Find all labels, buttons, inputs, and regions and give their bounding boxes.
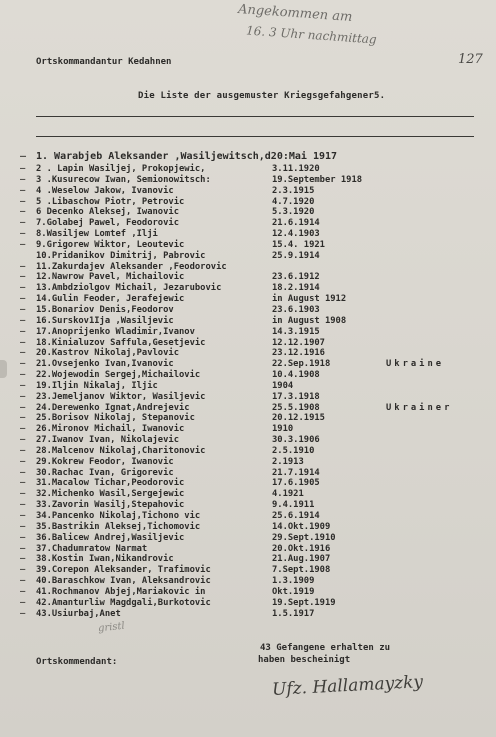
list-item	[20, 359, 486, 370]
entry-name: 30.Rachac Ivan, Grigorevic	[36, 467, 174, 478]
entry-mark: –	[20, 424, 26, 435]
entry-date: 30.3.1906	[272, 435, 320, 446]
entry-date: 1904	[272, 380, 294, 391]
entry-date: 22.Sep.1918	[272, 359, 331, 370]
entry-name: 12.Nawrow Pavel, Michailovic	[36, 272, 185, 283]
list-item	[20, 326, 486, 338]
list-item	[20, 315, 486, 327]
list-item	[20, 174, 486, 186]
list-item	[20, 272, 486, 283]
entry-name: 37.Chadumratow Narmat	[36, 543, 148, 554]
receipt-line-2: haben bescheinigt	[258, 655, 351, 665]
entry-name: 27.Iwanov Ivan, Nikolajevic	[36, 435, 179, 446]
entry-date: 14.Okt.1909	[272, 521, 331, 532]
entry-mark: –	[20, 467, 26, 478]
entry-name: 22.Wojewodin Sergej,Michailovic	[36, 370, 201, 381]
document-title: Die Liste der ausgemuster Kriegsgefahgener5.	[138, 91, 386, 101]
entry-date: 4.7.1920	[272, 196, 315, 207]
list-item	[20, 413, 486, 424]
entry-date: 2.3.1915	[272, 185, 315, 196]
list-item	[20, 511, 486, 522]
entry-date: 23.6.1903	[272, 304, 320, 315]
entry-mark: –	[20, 196, 26, 207]
entry-date: 10.4.1908	[272, 370, 320, 381]
list-item	[20, 489, 486, 500]
signature: Ufz. Hallamayzky	[271, 672, 424, 700]
list-item	[20, 402, 486, 414]
entry-mark: –	[20, 229, 26, 240]
entry-name: 8.Wasiljew Lomtef ,Ilji	[36, 229, 158, 240]
entry-mark: –	[20, 521, 26, 532]
entry-date: 2.5.1910	[272, 445, 315, 456]
entry-date: 12.4.1903	[272, 229, 320, 240]
list-item	[20, 239, 486, 251]
entry-mark: –	[20, 489, 26, 500]
entry-mark: –	[20, 283, 26, 294]
entry-date: Okt.1919	[272, 586, 315, 597]
entry-name: 39.Corepon Aleksander, Trafimovic	[36, 565, 211, 576]
entry-date: 23.6.1912	[272, 272, 320, 283]
entry-name: 2 . Lapin Wasiljej, Prokopjewic,	[36, 164, 206, 174]
entry-date: 9.4.1911	[272, 500, 315, 511]
entry-date: in August 1908	[272, 315, 347, 326]
receipt-line-1: 43 Gefangene erhalten zu	[260, 643, 391, 653]
entry-mark: —	[20, 164, 26, 174]
entry-mark: –	[20, 239, 26, 250]
entry-name: 33.Zavorin Wasilj,Stepahovic	[36, 500, 185, 511]
entry-mark: –	[20, 402, 26, 413]
entry-date: in August 1912	[272, 294, 347, 305]
entry-name: 1. Warabjeb Aleksander ,Wasiljewitsch,d20:Mai 1917	[36, 151, 338, 162]
divider-line	[36, 136, 474, 137]
entry-date: 19.Sept.1919	[272, 597, 336, 608]
entry-name: 18.Kinialuzov Saffula,Gesetjevic	[36, 337, 206, 348]
entry-mark: –	[20, 456, 26, 467]
entry-mark: —	[20, 151, 27, 162]
entry-date: 12.12.1907	[272, 337, 325, 348]
entry-note: Ukraine	[386, 359, 445, 370]
entry-name: 19.Iljin Nikalaj, Iljic	[36, 380, 158, 391]
entry-mark: –	[20, 261, 26, 272]
list-item	[20, 370, 486, 381]
entry-date: 7.Sept.1908	[272, 565, 331, 576]
list-item	[20, 576, 486, 587]
entry-date: 18.2.1914	[272, 283, 320, 294]
entry-note: Ukrainer	[386, 402, 453, 413]
list-item	[20, 565, 486, 576]
list-item	[20, 150, 486, 163]
entry-name: 23.Jemeljanov Wiktor, Wasiljevic	[36, 391, 206, 402]
entry-name: 16.Surskov1Ija ,Wasiljevic	[36, 315, 174, 326]
list-item	[20, 467, 486, 479]
entry-mark: –	[20, 218, 26, 229]
list-item	[20, 586, 486, 598]
entry-name: 4 .Weselow Jakow, Ivanovic	[36, 185, 174, 196]
list-item	[20, 218, 486, 229]
list-item	[20, 597, 486, 609]
list-item	[20, 207, 486, 218]
list-item	[20, 391, 486, 403]
prisoner-list	[20, 150, 486, 619]
list-item	[20, 445, 486, 457]
entry-mark: –	[20, 435, 26, 446]
entry-mark: –	[20, 543, 26, 554]
entry-name: 15.Bonariov Denis,Feodorov	[36, 304, 174, 315]
entry-date: 25.9.1914	[272, 250, 320, 261]
entry-date: 3.11.1920	[272, 164, 320, 174]
entry-name: 5 .Libaschow Piotr, Petrovic	[36, 196, 185, 207]
entry-name: 17.Anoprijenko Wladimir,Ivanov	[36, 326, 195, 337]
entry-mark: –	[20, 445, 26, 456]
entry-mark: –	[20, 315, 26, 326]
entry-mark: –	[20, 370, 26, 381]
entry-date: 17.3.1918	[272, 391, 320, 402]
entry-mark: –	[20, 326, 26, 337]
entry-mark: —	[20, 174, 26, 185]
entry-name: 13.Ambdziolgov Michail, Jezarubovic	[36, 283, 222, 294]
list-item	[20, 164, 486, 175]
entry-name: 32.Michenko Wasil,Sergejewic	[36, 489, 185, 500]
entry-date: 21.7.1914	[272, 467, 320, 478]
entry-mark: –	[20, 348, 26, 359]
margin-scribble: gristl	[97, 620, 126, 635]
entry-name: 25.Borisov Nikolaj, Stepanovic	[36, 413, 195, 424]
entry-name: 21.Ovsejenko Ivan,Ivanovic	[36, 359, 174, 370]
list-item	[20, 521, 486, 533]
list-item	[20, 554, 486, 565]
entry-name: 20.Kastrov Nikolaj,Pavlovic	[36, 348, 179, 359]
commander-label: Ortskommendant:	[36, 657, 118, 667]
page-number: 127	[458, 52, 483, 67]
entry-mark: –	[20, 380, 26, 391]
entry-name: 26.Mironov Michail, Iwanovic	[36, 424, 185, 435]
entry-name: 41.Rochmanov Abjej,Mariakovic in	[36, 586, 206, 597]
list-item	[20, 478, 486, 489]
list-item	[20, 380, 486, 392]
entry-name: 24.Derewenko Ignat,Andrejevic	[36, 402, 190, 413]
entry-date: 19.September 1918	[272, 174, 363, 185]
entry-mark: –	[20, 576, 26, 587]
entry-mark: –	[20, 511, 26, 521]
entry-mark: –	[20, 597, 26, 608]
entry-mark: –	[20, 359, 26, 370]
punch-hole	[0, 360, 7, 378]
handwritten-arrival-time: 16. 3 Uhr nachmittag	[245, 23, 378, 47]
entry-name: 14.Gulin Feoder, Jerafejewic	[36, 294, 185, 305]
list-item	[20, 185, 486, 197]
entry-mark: –	[20, 554, 26, 565]
entry-date: 21.Aug.1907	[272, 554, 331, 565]
list-item	[20, 337, 486, 349]
entry-date: 4.1921	[272, 489, 304, 500]
entry-mark: –	[20, 586, 26, 597]
entry-name: 40.Baraschkow Ivan, Aleksandrovic	[36, 576, 211, 587]
entry-date: 25.6.1914	[272, 511, 320, 521]
list-item	[20, 283, 486, 294]
entry-name: 9.Grigorew Wiktor, Leoutevic	[36, 239, 185, 250]
entry-mark: –	[20, 185, 26, 196]
entry-date: 20.12.1915	[272, 413, 325, 424]
entry-name: 31.Macalow Tichar,Peodorovic	[36, 478, 185, 489]
entry-mark: –	[20, 608, 26, 619]
list-item	[20, 500, 486, 511]
entry-name: 11.Zakurdajev Aleksander ,Feodorovic	[36, 261, 227, 272]
list-item	[20, 229, 486, 240]
list-item	[20, 532, 486, 544]
entry-name: 3 .Kusurecow Iwan, Semionowitsch:	[36, 174, 211, 185]
entry-date: 21.6.1914	[272, 218, 320, 229]
entry-mark: –	[20, 304, 26, 315]
entry-name: 43.Usiurbaj,Anet	[36, 608, 121, 619]
list-item	[20, 348, 486, 359]
entry-name: 10.Pridanikov Dimitrij, Pabrovic	[36, 250, 206, 261]
entry-date: 5.3.1920	[272, 207, 315, 218]
list-item	[20, 424, 486, 435]
handwritten-arrival-note: Angekommen am	[237, 2, 353, 25]
entry-name: 35.Bastrikin Aleksej,Tichomovic	[36, 521, 201, 532]
list-item	[20, 294, 486, 305]
entry-name: 42.Amanturliw Magdgali,Burkotovic	[36, 597, 211, 608]
entry-date: 1910	[272, 424, 294, 435]
entry-mark: –	[20, 391, 26, 402]
entry-name: 29.Kokrew Feodor, Iwanovic	[36, 456, 174, 467]
list-item	[20, 543, 486, 555]
entry-name: 6 Decenko Aleksej, Iwanovic	[36, 207, 179, 218]
entry-mark: –	[20, 413, 26, 424]
entry-date: 15.4. 1921	[272, 239, 325, 250]
list-item	[20, 304, 486, 316]
entry-mark: –	[20, 294, 26, 305]
entry-date: 1.3.1909	[272, 576, 315, 587]
list-item	[20, 261, 486, 273]
entry-mark: –	[20, 337, 26, 348]
entry-date: 17.6.1905	[272, 478, 320, 489]
list-item	[20, 608, 486, 620]
entry-date: 20.Okt.1916	[272, 543, 331, 554]
list-item	[20, 456, 486, 468]
entry-date: 1.5.1917	[272, 608, 315, 619]
list-item	[36, 251, 486, 262]
entry-name: 34.Pancenko Nikolaj,Tichono vic	[36, 511, 201, 521]
list-item	[20, 435, 486, 446]
entry-mark: –	[20, 478, 26, 489]
entry-mark: –	[20, 565, 26, 576]
entry-date: 2.1913	[272, 456, 304, 467]
entry-mark: –	[20, 532, 26, 543]
entry-date: 25.5.1908	[272, 402, 320, 413]
divider-line	[36, 116, 474, 117]
entry-name: 38.Kostin Iwan,Nikandrovic	[36, 554, 174, 565]
entry-mark: –	[20, 500, 26, 511]
entry-mark: –	[20, 207, 26, 218]
entry-date: 23.12.1916	[272, 348, 325, 359]
office-header: Ortskommandantur Kedahnen	[36, 57, 172, 67]
entry-date: 29.Sept.1910	[272, 532, 336, 543]
list-item	[20, 196, 486, 208]
entry-date: 14.3.1915	[272, 326, 320, 337]
entry-mark: –	[20, 272, 26, 283]
entry-name: 36.Balicew Andrej,Wasiljevic	[36, 532, 185, 543]
entry-name: 7.Golabej Pawel, Feodorovic	[36, 218, 179, 229]
entry-name: 28.Malcenov Nikolaj,Charitonovic	[36, 445, 206, 456]
